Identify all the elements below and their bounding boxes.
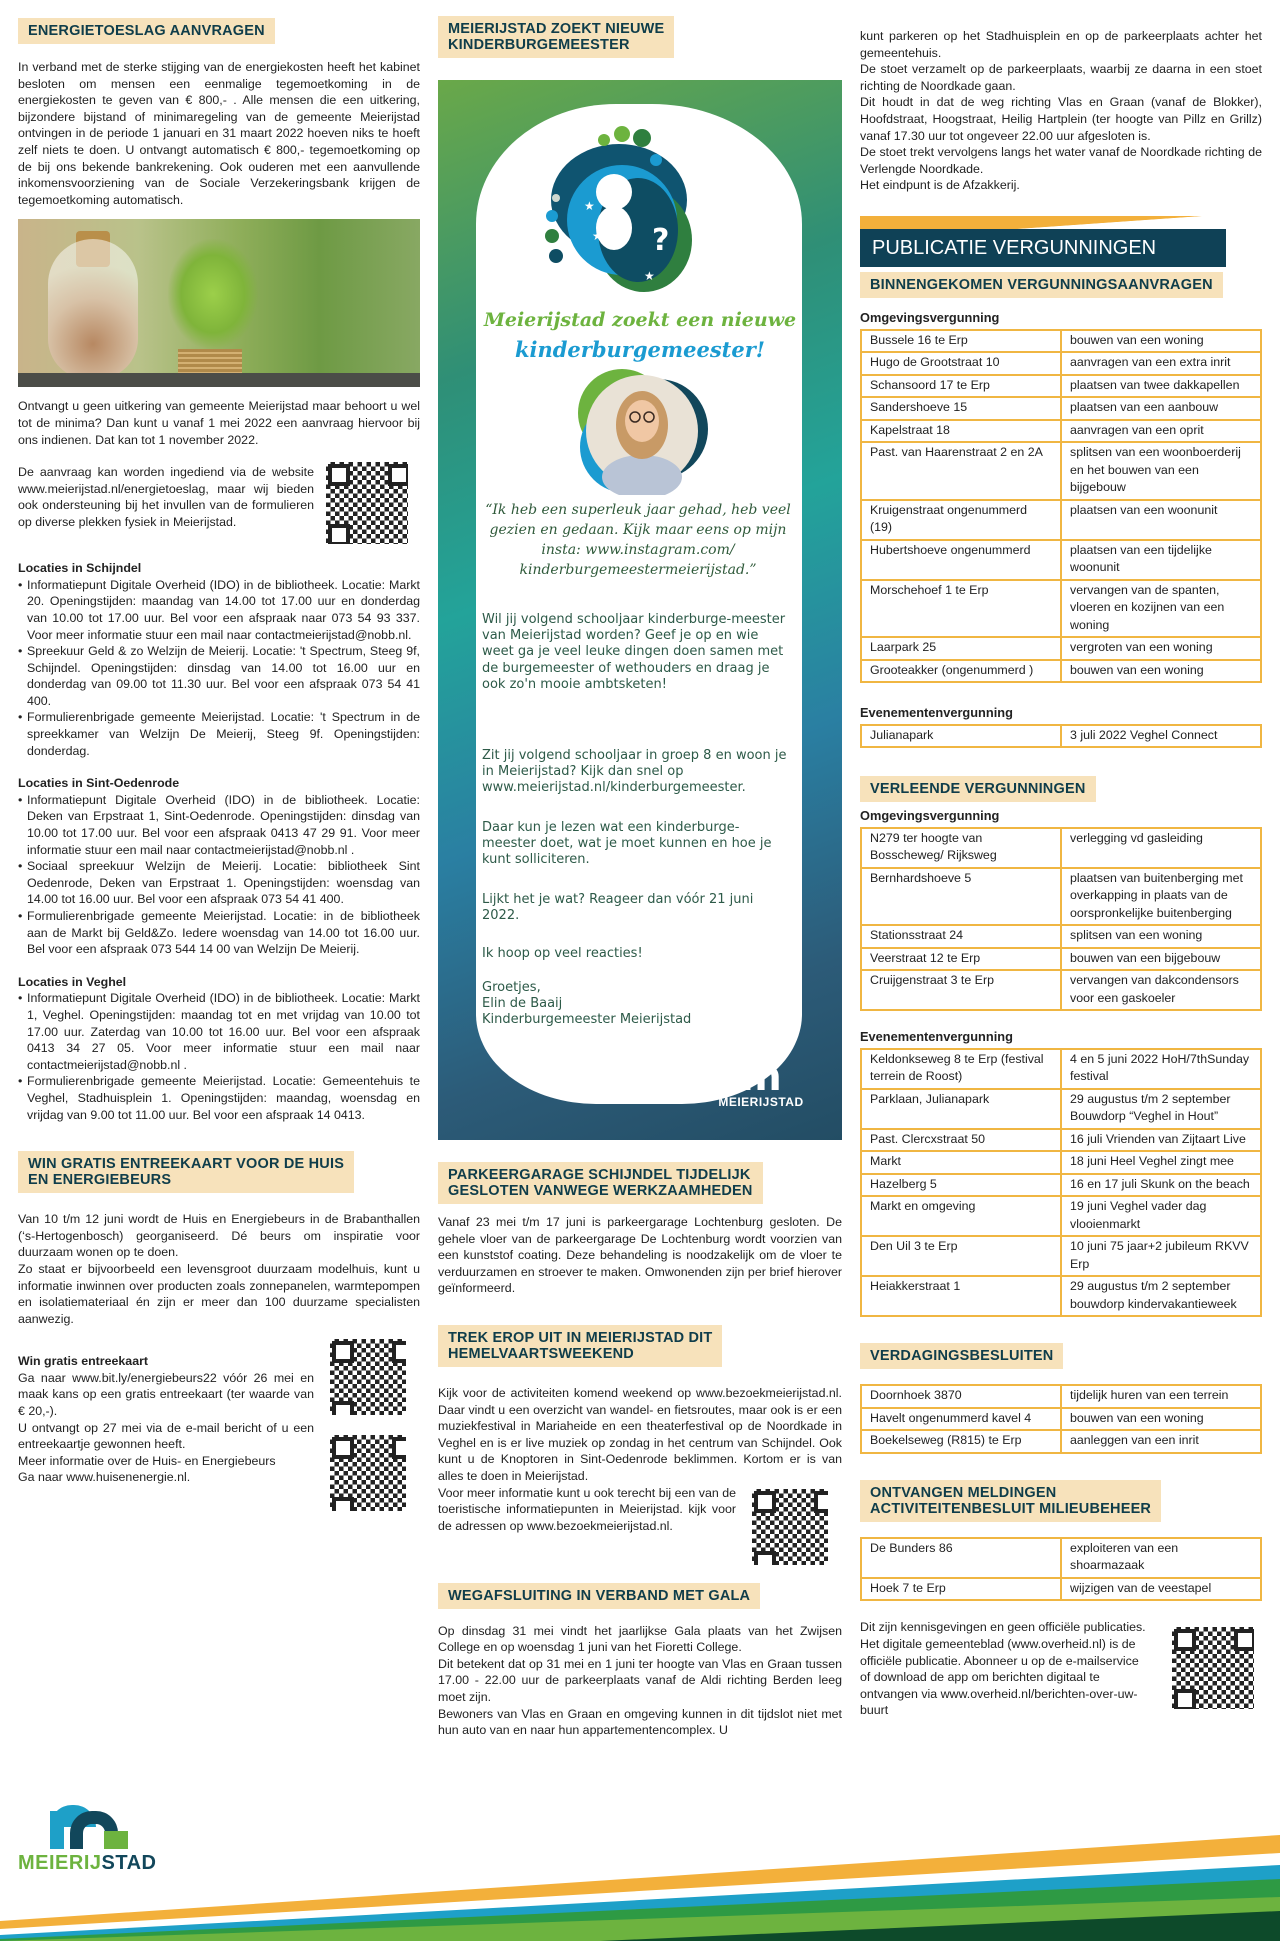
location-cell: Schansoord 17 te Erp [861, 375, 1061, 398]
win-text-3: Meer informatie over de Huis- en Energiebeurs [18, 1453, 276, 1468]
list-item: • Informatiepunt Digitale Overheid (IDO) in de bibliotheek. Locatie: Markt 20. Openingstijden: maandag van 14.00 tot 17.00 uur en donderdag van 10.00 tot 17.00 uur. Bel voor een afspraak naar 073 54 93 337. Voor meer informatie stuur een mail naar contactmeierijstad@nobb.nl. [18, 577, 420, 643]
table-row [861, 925, 1261, 948]
location-cell: Havelt ongenummerd kavel 4 [861, 1408, 1061, 1431]
kinderburgemeester-header-line2: KINDERBURGEMEESTER [448, 37, 630, 53]
table-row [861, 500, 1261, 540]
kinderburgemeester-photo [570, 365, 710, 495]
poster-signature-greeting: Groetjes, [482, 980, 541, 995]
footer-note: Dit zijn kennisgevingen en geen officiële publicaties. Het digitale gemeenteblad (www.overheid.nl) is de officiële publicatie. Abonneer u op de e-mailservice of download de app om berichten digitaal te ontvangen via www.overheid.nl/berichten-over-uw-buurt [860, 1620, 1146, 1718]
list-item: • Informatiepunt Digitale Overheid (IDO) in de bibliotheek. Locatie: Markt 1, Veghel. Openingstijden: maandag tot en met vrijdag van 10.00 tot 17.00 uur. Zaterdag van 10.00 tot 16.00 uur. Bel voor een afspraak 0413 34 27 05. Voor meer informatie stuur een mail naar contactmeierijstad@nobb.nl . [18, 990, 420, 1073]
list-item: • Formulierenbrigade gemeente Meierijstad. Locatie: in de bibliotheek aan de Markt bij Geld&Zo. Iedere woensdag van 14.00 tot 16.00 uur. Bel voor een afspraak 073 544 14 00 van Welzijn De Meierij. [18, 908, 420, 958]
parkeergarage-text: Vanaf 23 mei t/m 17 juni is parkeergarage Lochtenburg gesloten. De gehele vloer van de parkeergarage De Lochtenburg wordt voorzien van een kunststof coating. Deze behandeling is noodzakelijk om de vloer te verduurzamen en stroever te maken. Omwonenden zijn per brief hierover geïnformeerd. [438, 1215, 842, 1296]
location-cell: Bussele 16 te Erp [861, 330, 1061, 353]
beurs-details: Zo staat er bijvoorbeeld een levensgroot duurzaam modelhuis, kunt u informatie inwinnen over producten zoals zonnepanelen, warmtepompen en isolatiemateriaal én zijn er meer dan 100 duurzame specialisten aanwezig. [18, 1261, 420, 1326]
description-cell: plaatsen van een aanbouw [1061, 397, 1261, 420]
meierijstad-logo-text: MEIERIJSTAD [18, 1852, 157, 1874]
description-cell: 16 en 17 juli Skunk on the beach [1061, 1174, 1261, 1197]
poster-title-line2: kinderburgemeester! [514, 337, 766, 362]
kinderburgemeester-header [438, 16, 674, 58]
beurs-intro: Van 10 t/m 12 juni wordt de Huis en Energiebeurs in de Brabanthallen (‘s-Hertogenbosch) georganiseerd. Dé beurs om inspiratie voor duurzaam wonen op te doen. [18, 1212, 420, 1260]
table-row [861, 1276, 1261, 1316]
hemelvaart-header-line2: HEMELVAARTSWEEKEND [448, 1345, 634, 1362]
locaties-veghel-title: Locaties in Veghel [18, 974, 127, 989]
description-cell: 29 augustus t/m 2 september bouwdorp kindervakantieweek [1061, 1276, 1261, 1316]
location-cell: Keldonkseweg 8 te Erp (festival terrein de Roost) [861, 1049, 1061, 1089]
column-2-lower [438, 1162, 842, 1739]
energietoeslag-website-text: De aanvraag kan worden ingediend via de website www.meierijstad.nl/energietoeslag, maar wij bieden ook ondersteuning bij het invullen van de formulieren op diverse plekken fysiek in Meierijstad. [18, 465, 314, 529]
location-cell: Julianapark [861, 725, 1061, 748]
location-cell: Kapelstraat 18 [861, 420, 1061, 443]
table-row [861, 868, 1261, 926]
description-cell: plaatsen van een tijdelijke woonunit [1061, 540, 1261, 580]
location-cell: Morschehoef 1 te Erp [861, 580, 1061, 638]
location-cell: Kruigenstraat ongenummerd (19) [861, 500, 1061, 540]
parkeergarage-header [438, 1162, 763, 1204]
list-item: • Formulierenbrigade gemeente Meierijstad. Locatie: Gemeentehuis te Veghel, Stadhuisplein 1. Openingstijden: maandag, woensdag en vrijdag van 9.00 tot 11.00 uur. Bel voor een afspraak 14 0413. [18, 1073, 420, 1123]
verleend-omgeving-subtitle: Omgevingsvergunning [860, 808, 1000, 824]
description-cell: 10 juni 75 jaar+2 jubileum RKVV Erp [1061, 1236, 1261, 1276]
table-row [861, 1089, 1261, 1129]
location-cell: Sandershoeve 15 [861, 397, 1061, 420]
table-row [861, 1129, 1261, 1152]
energy-savings-photo [18, 219, 420, 387]
poster-title-line1: Meierijstad zoekt een nieuwe [483, 309, 797, 331]
hemelvaart-header-line1: TREK EROP UIT IN MEIERIJSTAD DIT [448, 1329, 713, 1346]
poster-paragraph-2: Zit jij volgend schooljaar in groep 8 en woon je in Meierijstad? Kijk dan snel op www.meierijstad.nl/kinderburgemeester. [482, 748, 787, 796]
table-row [861, 580, 1261, 638]
hemelvaart-text: Kijk voor de activiteiten komend weekend op www.bezoekmeierijstad.nl. Daar vindt u een overzicht van wandel- en fietsroutes, maar ook is er een muziekfestival in Mariaheide en een theaterfestival op de Noordkade in Veghel en is er live muziek op zondag in het centrum van Schijndel. Ook kunt u de Knoptoren in Sint-Oedenrode beklimmen. Kortom er is van alles te doen in Meierijstad. [438, 1385, 842, 1483]
location-cell: Past. Clercxstraat 50 [861, 1129, 1061, 1152]
locaties-schijndel-list [18, 577, 420, 760]
lightbulb-shape [48, 239, 138, 379]
description-cell: vergroten van een woning [1061, 637, 1261, 660]
decorative-bottom-stripes [0, 1831, 1280, 1941]
table-row [861, 352, 1261, 375]
verleend-evenement-table [860, 1048, 1262, 1318]
table-row [861, 1174, 1261, 1197]
location-cell: Hazelberg 5 [861, 1174, 1061, 1197]
table-row [861, 948, 1261, 971]
binnen-omgeving-table [860, 329, 1262, 684]
svg-text:★: ★ [592, 229, 603, 243]
list-item: • Formulierenbrigade gemeente Meierijstad. Locatie: 't Spectrum in de spreekkamer van Welzijn De Meierij, Steeg 9f. Openingstijden: donderdag. [18, 709, 420, 759]
table-surface [18, 373, 420, 387]
location-cell: Boekelseweg (R815) te Erp [861, 1430, 1061, 1453]
table-row [861, 1196, 1261, 1236]
win-text-4: Ga naar www.huisenenergie.nl. [18, 1470, 191, 1485]
description-cell: tijdelijk huren van een terrein [1061, 1385, 1261, 1408]
table-row [861, 397, 1261, 420]
list-item: • Sociaal spreekuur Welzijn de Meierij. Locatie: bibliotheek Sint Oedenrode, Deken van Erpstraat 1. Openingstijden: woensdag van 14.00 tot 16.00 uur. Bel voor een afspraak 073 54 41 400. [18, 858, 420, 908]
description-cell: 18 juni Heel Veghel zingt mee [1061, 1151, 1261, 1174]
parkeergarage-header-line1: PARKEERGARAGE SCHIJNDEL TIJDELIJK [448, 1167, 751, 1183]
description-cell: wijzigen van de veestapel [1061, 1578, 1261, 1601]
location-cell: Past. van Haarenstraat 2 en 2A [861, 442, 1061, 500]
table-row [861, 1236, 1261, 1276]
locaties-oedenrode-title: Locaties in Sint-Oedenrode [18, 776, 180, 791]
gala-cont-text: De stoet trekt vervolgens langs het water vanaf de Noordkade richting de Verlengde Noordkade. [860, 145, 1262, 176]
win-text-2: U ontvangt op 27 mei via de e-mail bericht of u een entreekaartje gewonnen heeft. [18, 1420, 314, 1452]
orange-accent-stripe [860, 216, 1226, 230]
poster-quote: “Ik heb een superleuk jaar gehad, heb veel gezien en gedaan. Kijk maar eens op mijn insta: www.instagram.com/ kinderburgemeestermeierijstad.” [485, 502, 791, 578]
location-cell: Hubertshoeve ongenummerd [861, 540, 1061, 580]
qr-code-energietoeslag[interactable] [324, 460, 410, 546]
description-cell: bouwen van een woning [1061, 660, 1261, 683]
description-cell: bouwen van een woning [1061, 330, 1261, 353]
meldingen-header-line1: ONTVANGEN MELDINGEN [870, 1484, 1057, 1501]
hemelvaart-info-block [438, 1485, 842, 1567]
location-cell: Markt [861, 1151, 1061, 1174]
table-row [861, 725, 1261, 748]
hemelvaart-header [438, 1325, 722, 1367]
poster-paragraph-4: Lijkt het je wat? Reageer dan vóór 21 juni 2022. [482, 892, 754, 924]
meldingen-header-line2: ACTIVITEITENBESLUIT MILIEUBEHEER [870, 1500, 1152, 1517]
svg-text:?: ? [652, 223, 670, 258]
description-cell: verlegging vd gasleiding [1061, 828, 1261, 868]
kinderburgemeester-logo-icon [534, 120, 714, 300]
energietoeslag-intro: In verband met de sterke stijging van de energiekosten heeft het kabinet besloten om mensen een eenmalige tegemoetkoming in de energiekosten te geven van € 800,- . Alle mensen die een uitkering, bijzondere bijstand of minimaregeling van de gemeente Meierijstad ontvingen in de periode 1 januari en 31 maart 2022 hoeven niks te hoeft zelf niets te doen. U ontvangt automatisch € 800,- tegemoetkoming op de bij ons bekende bankrekening. Ook ouderen met een aanvullende inkomensvoorziening van de Sociale Verzekeringsbank krijgen de tegemoetkoming automatisch. [18, 60, 420, 207]
description-cell: vervangen van de spanten, vloeren en kozijnen van een woning [1061, 580, 1261, 638]
win-title: Win gratis entreekaart [18, 1354, 149, 1369]
poster-paragraph-5: Ik hoop op veel reacties! [482, 946, 643, 961]
location-cell: Bernhardshoeve 5 [861, 868, 1061, 926]
description-cell: 29 augustus t/m 2 september Bouwdorp “Veghel in Hout” [1061, 1089, 1261, 1129]
win-text-1: Ga naar www.bit.ly/energiebeurs22 vóór 26 mei en maak kans op een gratis entreekaart (ter waarde van € 20,-). [18, 1370, 314, 1419]
column-3 [860, 0, 1262, 1719]
table-row [861, 1385, 1261, 1408]
binnen-evenement-table [860, 724, 1262, 749]
column-2 [438, 0, 842, 58]
qr-code-overheid[interactable] [1170, 1625, 1256, 1711]
meldingen-header [860, 1480, 1161, 1522]
table-row [861, 1578, 1261, 1601]
location-cell: Den Uil 3 te Erp [861, 1236, 1061, 1276]
description-cell: aanvragen van een extra inrit [1061, 352, 1261, 375]
description-cell: exploiteren van een shoarmazaak [1061, 1538, 1261, 1578]
table-row [861, 828, 1261, 868]
gala-continued [860, 28, 1262, 194]
table-row [861, 1408, 1261, 1431]
location-cell: Doornhoek 3870 [861, 1385, 1061, 1408]
description-cell: 4 en 5 juni 2022 HoH/7thSunday festival [1061, 1049, 1261, 1089]
location-cell: Markt en omgeving [861, 1196, 1061, 1236]
location-cell: Cruijgenstraat 3 te Erp [861, 970, 1061, 1010]
location-cell: De Bunders 86 [861, 1538, 1061, 1578]
column-1 [18, 0, 420, 1513]
poster-m-logo-icon: m [740, 1054, 782, 1100]
binnen-evenement-subtitle: Evenementenvergunning [860, 705, 1013, 721]
description-cell: 3 juli 2022 Veghel Connect [1061, 725, 1261, 748]
table-row [861, 970, 1261, 1010]
list-item: • Spreekuur Geld & zo Welzijn de Meierij. Locatie: 't Spectrum, Steeg 9f, Schijndel. Openingstijden: dinsdag van 14.00 tot 16.00 uur en donderdag van 09.00 tot 11.30 uur. Bel voor een afspraak 073 54 41 400. [18, 643, 420, 709]
poster-paragraph-3: Daar kun je lezen wat een kinderburge-meester doet, wat je moet kunnen en hoe je kunt solliciteren. [482, 820, 772, 868]
location-cell: Stationsstraat 24 [861, 925, 1061, 948]
svg-text:★: ★ [584, 199, 595, 213]
table-row [861, 1430, 1261, 1453]
description-cell: bouwen van een bijgebouw [1061, 948, 1261, 971]
meldingen-table [860, 1537, 1262, 1602]
location-cell: Hoek 7 te Erp [861, 1578, 1061, 1601]
gala-cont-text: Dit houdt in dat de weg richting Vlas en Graan (vanaf de Blokker), Hoofdstraat, Hoogstraat, Heilig Hartplein (ter hoogte van Pillz en Grillz) vanaf 17.30 uur tot ongeveer 22.00 uur afgesloten is. [860, 95, 1262, 143]
location-cell: Heiakkerstraat 1 [861, 1276, 1061, 1316]
gala-text-3: Bewoners van Vlas en Graan en omgeving kunnen in dit tijdslot niet met hun auto van en naar hun appartementencomplex. U [438, 1706, 842, 1738]
table-row [861, 1049, 1261, 1089]
gala-cont-text: Het eindpunt is de Afzakkerij. [860, 178, 1020, 193]
location-cell: N279 ter hoogte van Bosscheweg/ Rijksweg [861, 828, 1061, 868]
locaties-schijndel-title: Locaties in Schijndel [18, 561, 142, 576]
gala-cont-text: kunt parkeren op het Stadhuisplein en op de parkeerplaats achter het gemeentehuis. [860, 29, 1262, 60]
table-row [861, 540, 1261, 580]
verleend-evenement-subtitle: Evenementenvergunning [860, 1029, 1013, 1045]
plant-shape [168, 239, 258, 349]
location-cell: Veerstraat 12 te Erp [861, 948, 1061, 971]
table-row [861, 1151, 1261, 1174]
description-cell: plaatsen van een woonunit [1061, 500, 1261, 540]
description-cell: 16 juli Vrienden van Zijtaart Live [1061, 1129, 1261, 1152]
beurs-header-line1: WIN GRATIS ENTREEKAART VOOR DE HUIS [28, 1156, 345, 1173]
description-cell: aanleggen van een inrit [1061, 1430, 1261, 1453]
description-cell: plaatsen van buitenberging met overkapping in plaats van de oorspronkelijke buitenberging [1061, 868, 1261, 926]
verdaging-table [860, 1384, 1262, 1454]
locaties-veghel-list [18, 990, 420, 1123]
description-cell: splitsen van een woonboerderij en het bouwen van een bijgebouw [1061, 442, 1261, 500]
description-cell: vervangen van dakcondensors voor een gaskoeler [1061, 970, 1261, 1010]
poster-paragraph-1: Wil jij volgend schooljaar kinderburge-meester van Meierijstad worden? Geef je op en wie weet ga je veel leuke dingen doen samen met de burgemeester of wethouders en draag je ook zo'n mooie ambtsketen! [482, 612, 786, 692]
description-cell: 19 juni Veghel vader dag vlooienmarkt [1061, 1196, 1261, 1236]
table-row [861, 420, 1261, 443]
location-cell: Hugo de Grootstraat 10 [861, 352, 1061, 375]
table-row [861, 442, 1261, 500]
table-row [861, 660, 1261, 683]
table-row [861, 375, 1261, 398]
table-row [861, 330, 1261, 353]
description-cell: splitsen van een woning [1061, 925, 1261, 948]
svg-text:★: ★ [644, 269, 655, 283]
list-item: • Informatiepunt Digitale Overheid (IDO) in de bibliotheek. Locatie: Deken van Erpstraat 1, Sint-Oedenrode. Openingstijden: dinsdag van 10.00 tot 17.00 uur. Bel voor een afspraak 0413 47 29 91. Voor meer informatie stuur een mail naar contactmeierijstad@nobb.nl . [18, 792, 420, 858]
gala-text-2: Dit betekent dat op 31 mei en 1 juni ter hoogte van Vlas en Graan tussen 17.00 - 22.00 uur de parkeerplaats vanaf de Aldi richting Berden leeg moet zijn. [438, 1656, 842, 1704]
aanvraag-block [18, 464, 420, 546]
verdagingsbesluiten-header: VERDAGINGSBESLUITEN [860, 1343, 1063, 1369]
beurs-header-line2: EN ENERGIEBEURS [28, 1172, 172, 1189]
location-cell: Parklaan, Julianapark [861, 1089, 1061, 1129]
publicatie-vergunningen-title: PUBLICATIE VERGUNNINGEN [860, 229, 1226, 267]
poster-logo-text: MEIERIJSTAD [718, 1095, 804, 1109]
kinderburgemeester-poster [438, 80, 842, 1140]
location-cell: Laarpark 25 [861, 637, 1061, 660]
qr-code-energiebeurs[interactable] [328, 1337, 408, 1417]
kinderburgemeester-header-line1: MEIERIJSTAD ZOEKT NIEUWE [448, 21, 665, 37]
brand-stripes-graphic [0, 1831, 1280, 1941]
verleende-header: VERLEENDE VERGUNNINGEN [860, 776, 1096, 802]
description-cell: plaatsen van twee dakkapellen [1061, 375, 1261, 398]
poster-meierijstad-logo [706, 1054, 816, 1111]
qr-code-bezoekmeierijstad[interactable] [750, 1487, 830, 1567]
beurs-header [18, 1151, 354, 1193]
gala-cont-text: De stoet verzamelt op de parkeerplaats, waarbij ze daarna in een stoet richting de Noordkade gaan. [860, 62, 1262, 93]
gala-text-1: Op dinsdag 31 mei vindt het jaarlijkse Gala plaats van het Zwijsen College en op woensdag 1 juni van het Fioretti College. [438, 1623, 842, 1655]
footer-note-block [860, 1619, 1262, 1719]
poster-signature-role: Kinderburgemeester Meierijstad [482, 1012, 692, 1027]
hemelvaart-info-text: Voor meer informatie kunt u ook terecht bij een van de toeristische informatiepunten in Meierijstad. kijk voor de adressen op www.bezoekmeierijstad.nl. [438, 1485, 736, 1533]
parkeergarage-header-line2: GESLOTEN VANWEGE WERKZAAMHEDEN [448, 1183, 753, 1199]
publicatie-vergunningen-banner [860, 216, 1226, 262]
verleend-omgeving-table [860, 827, 1262, 1012]
table-row [861, 637, 1261, 660]
win-block [18, 1337, 420, 1513]
binnen-omgeving-subtitle: Omgevingsvergunning [860, 309, 1000, 325]
energietoeslag-header: ENERGIETOESLAG AANVRAGEN [18, 18, 275, 44]
description-cell: aanvragen van een oprit [1061, 420, 1261, 443]
poster-signature-name: Elin de Baaij [482, 996, 563, 1011]
locaties-oedenrode-list [18, 792, 420, 958]
location-cell: Grooteakker (ongenummerd ) [861, 660, 1061, 683]
gala-header: WEGAFSLUITING IN VERBAND MET GALA [438, 1583, 760, 1609]
binnengekomen-header: BINNENGEKOMEN VERGUNNINGSAANVRAGEN [860, 272, 1223, 298]
description-cell: bouwen van een woning [1061, 1408, 1261, 1431]
qr-code-huisenenergie[interactable] [328, 1433, 408, 1513]
table-row [861, 1538, 1261, 1578]
svg-text:?: ? [576, 266, 590, 294]
energietoeslag-minima-text: Ontvangt u geen uitkering van gemeente Meierijstad maar behoort u wel tot de minima? Dan kunt u vanaf 1 mei 2022 een aanvraag hiervoor bij ons indienen. Dat kan tot 1 november 2022. [18, 399, 420, 447]
